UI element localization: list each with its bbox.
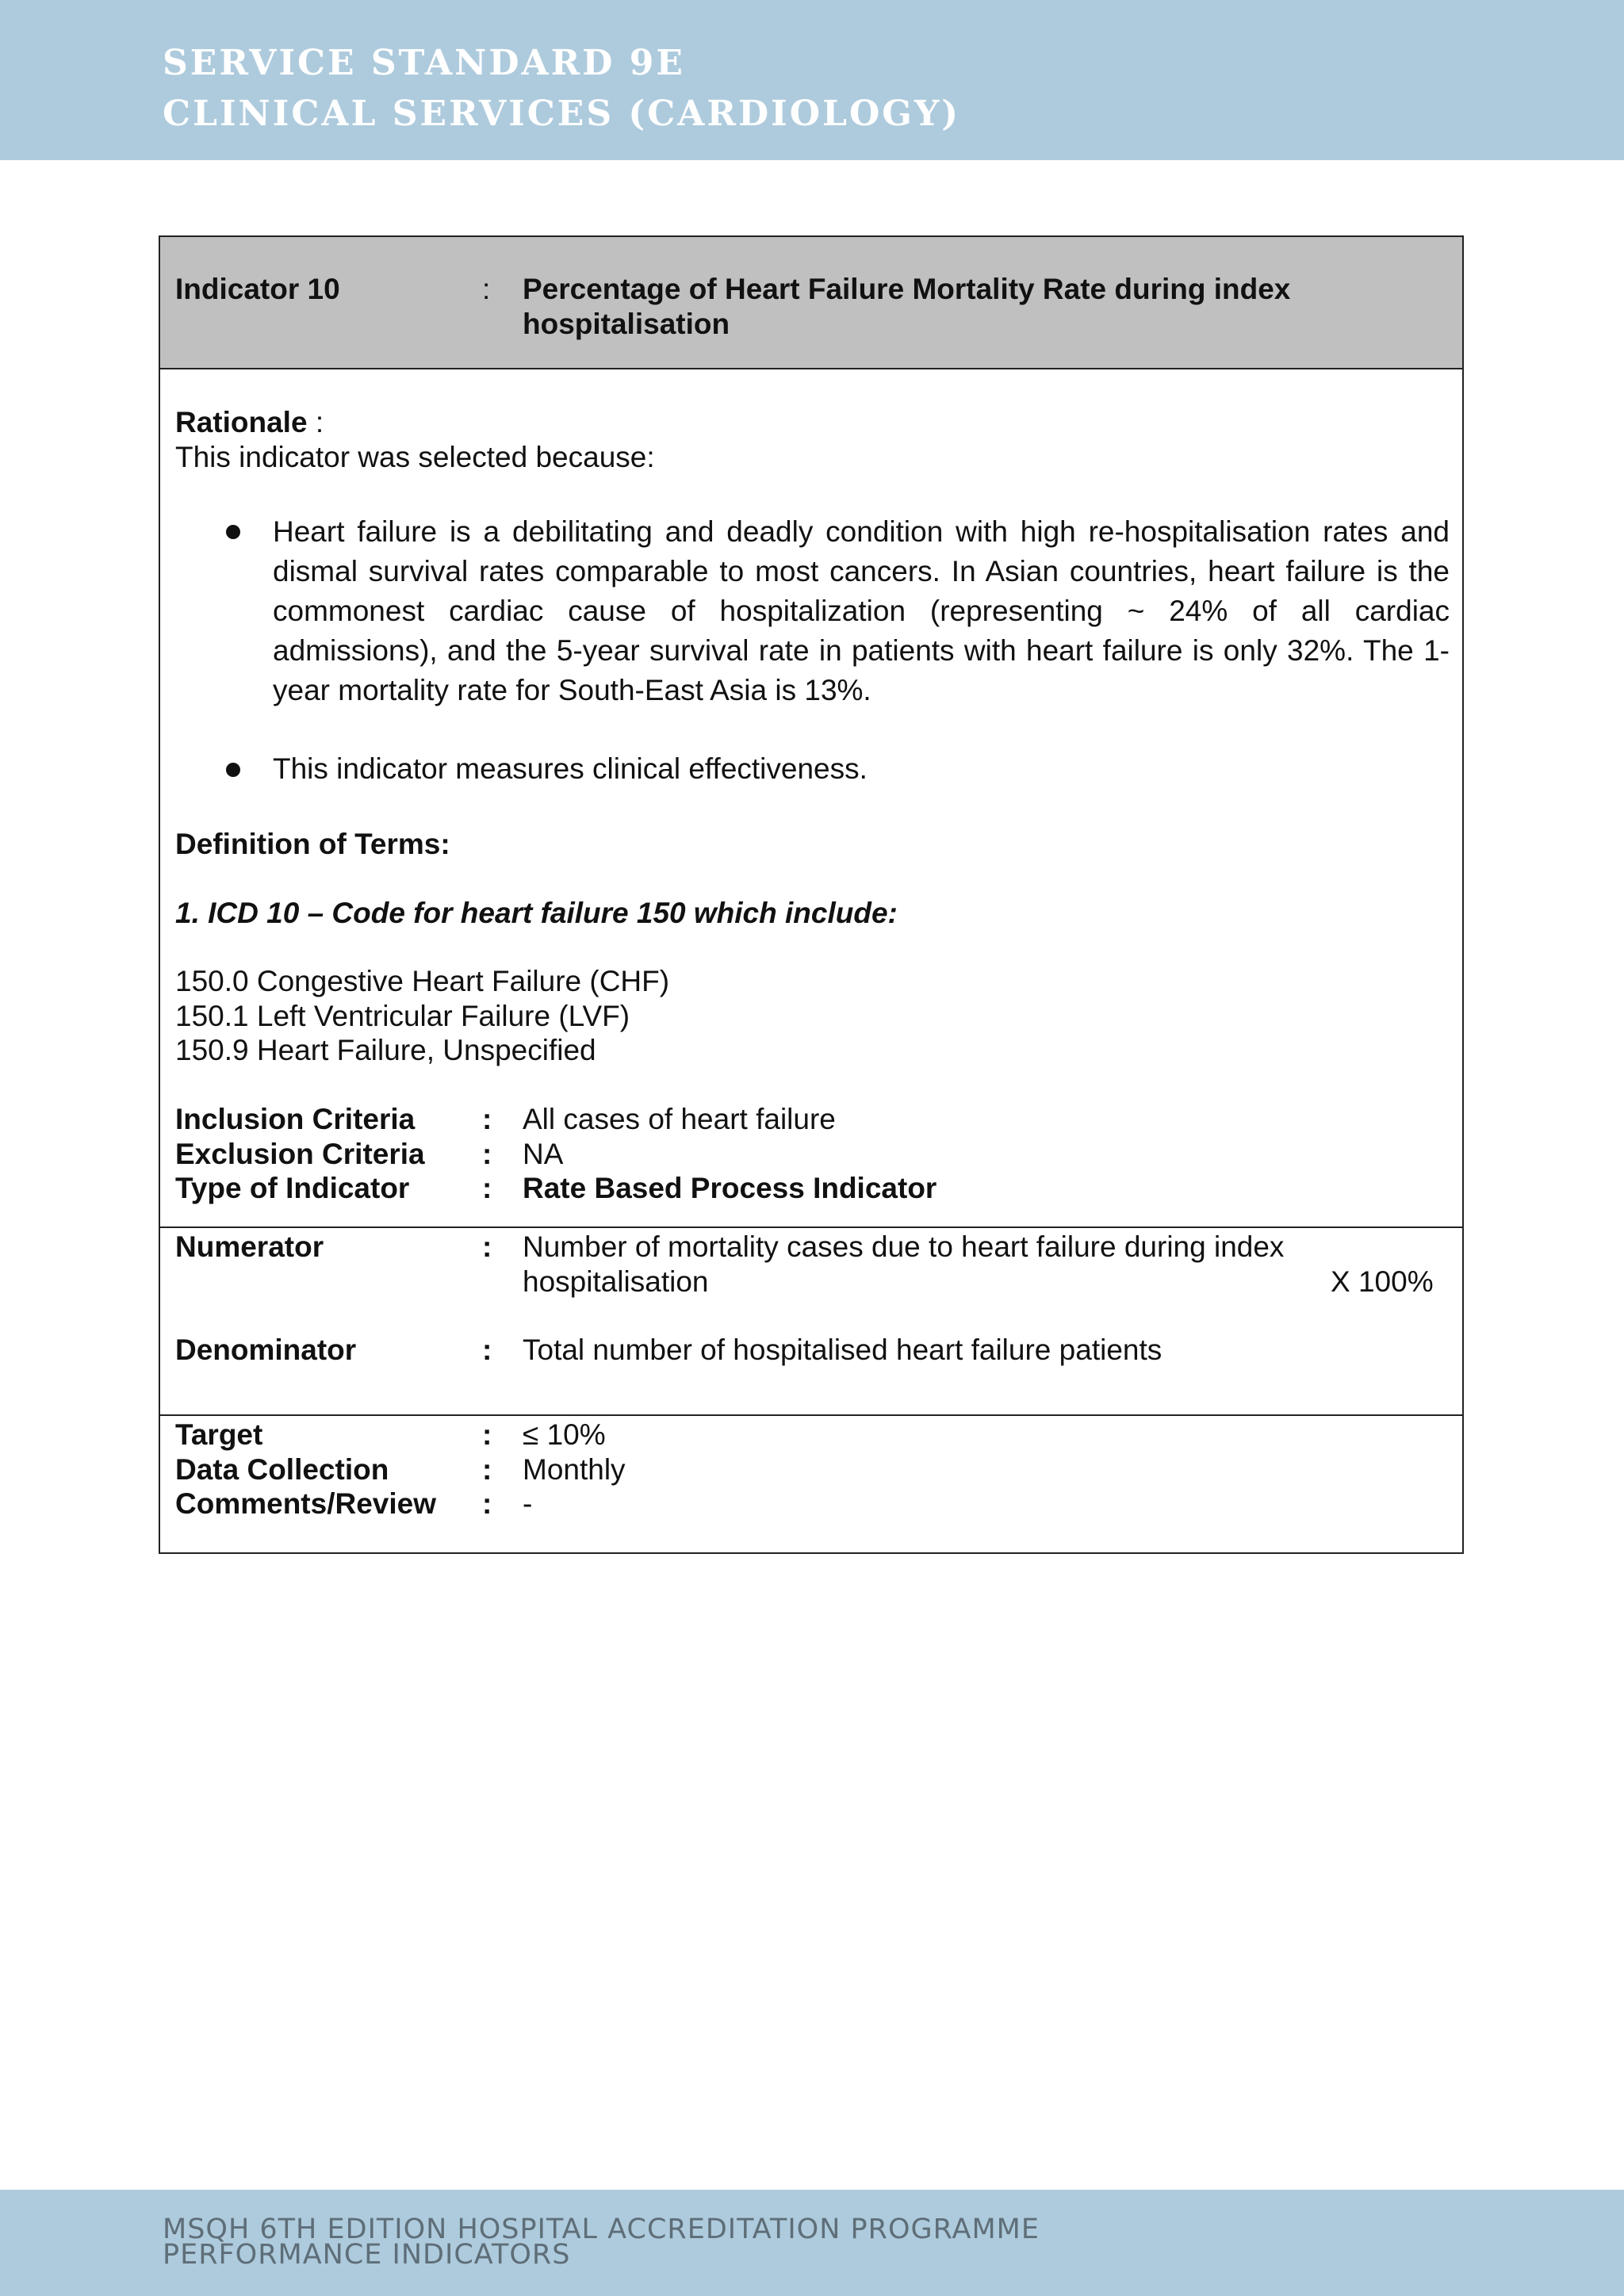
row-divider [160,1414,1462,1416]
inclusion-value: All cases of heart failure [523,1103,836,1135]
comments-colon: : [482,1487,492,1520]
numerator-line2: hospitalisation [523,1265,709,1298]
comments-label: Comments/Review [175,1487,436,1520]
type-value: Rate Based Process Indicator [523,1172,937,1204]
bullet-icon [226,763,240,777]
target-label: Target [175,1418,263,1451]
icd-code-2: 150.1 Left Ventricular Failure (LVF) [175,1000,630,1032]
collection-label: Data Collection [175,1453,389,1486]
numerator-line1: Number of mortality cases due to heart failure during index [523,1230,1285,1263]
rationale-intro: This indicator was selected because: [175,441,655,473]
collection-value: Monthly [523,1453,626,1486]
indicator-label: Indicator 10 [175,273,340,305]
bullet-icon [226,525,240,539]
exclusion-value: NA [523,1138,564,1170]
multiplier: X 100% [1331,1265,1434,1298]
rationale-bullet-1: Heart failure is a debilitating and deadly condition with high re-hospitalisation rates and dismal survival rates comparable to most cancers. In Asian countries, heart failure is the commonest cardiac cause of hospitalization (representing ~ 24% of all cardiac admissions), and the 5-year survival rate in patients with heart failure is only 32%. The 1-year mortality rate for South-East Asia is 13%. [273,515,1450,706]
rationale-heading [175,405,324,440]
page-header [163,38,960,140]
target-value: ≤ 10% [523,1418,606,1451]
type-label: Type of Indicator [175,1172,410,1204]
row-divider [160,1226,1462,1228]
denominator-value: Total number of hospitalised heart failure patients [523,1334,1162,1366]
footer-subtitle: PERFORMANCE INDICATORS [163,2239,571,2271]
numerator-label: Numerator [175,1230,324,1263]
icd-code-3: 150.9 Heart Failure, Unspecified [175,1034,596,1066]
icd-code-1: 150.0 Congestive Heart Failure (CHF) [175,965,670,997]
type-colon: : [482,1172,492,1204]
denominator-colon: : [482,1334,492,1366]
collection-colon: : [482,1453,492,1486]
exclusion-label: Exclusion Criteria [175,1138,425,1170]
exclusion-colon: : [482,1138,492,1170]
numerator-colon: : [482,1230,492,1263]
comments-value: - [523,1487,533,1520]
footer-programme: MSQH 6TH EDITION HOSPITAL ACCREDITATION PROGRAMME [163,2214,1040,2245]
target-colon: : [482,1418,492,1451]
denominator-label: Denominator [175,1334,357,1366]
rationale-label: Rationale [175,406,308,438]
definitions-heading: Definition of Terms: [175,828,450,860]
rationale-colon: : [307,406,324,438]
header-section: CLINICAL SERVICES (CARDIOLOGY) [163,94,961,134]
page-footer [163,2214,1040,2271]
indicator-title-line2: hospitalisation [523,308,730,340]
header-standard: SERVICE STANDARD 9E [163,43,685,83]
rationale-bullet-2: This indicator measures clinical effectiveness. [273,752,868,785]
inclusion-label: Inclusion Criteria [175,1103,416,1135]
indicator-colon: : [482,273,491,305]
icd-heading: 1. ICD 10 – Code for heart failure 150 which include: [175,897,898,929]
indicator-title-line1: Percentage of Heart Failure Mortality Rate during index [523,273,1291,305]
inclusion-colon: : [482,1103,492,1135]
